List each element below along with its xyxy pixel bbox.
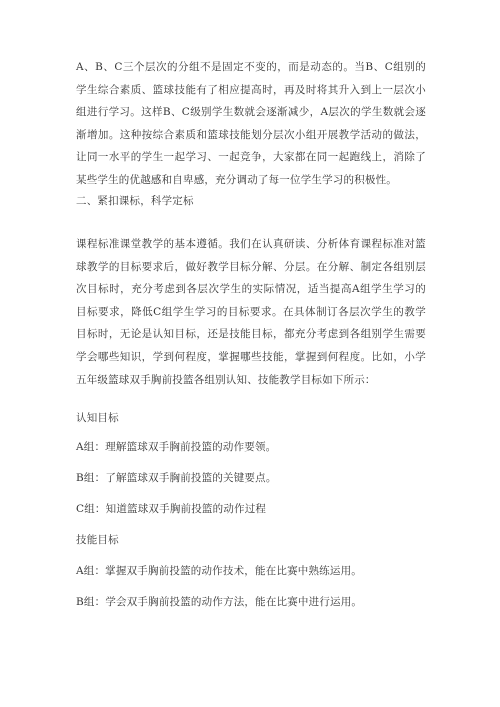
skill-goal-group-b: B组：学会双手胸前投篮的动作方法，能在比赛中进行运用。 [76,596,363,608]
section-heading-2: 二、紧扣课标，科学定标 [76,195,194,207]
body-paragraph-curriculum: 课程标准课堂教学的基本遵循。我们在认真研读、分析体育课程标准对篮球教学的目标要求后，做好教学目标分解、分层。在分解、制定各组别层次目标时，充分考虑到各层次学生的实际情况，适当提高A组学生学习的目标要求，降低C组学生学习的目标要求。在具体制订各层次学生的教学目标时，无论是认知目标，还是技能目标，都充分考虑到各组别学生需要学会哪些知识，学到何程度，掌握哪些技能，掌握到何程度。比如，小学五年级篮球双手胸前投篮各组别认知、技能教学目标如下所示： [76,238,426,386]
subheading-cognitive-goals: 认知目标 [76,412,119,424]
cognitive-goal-group-b: B组：了解篮球双手胸前投篮的关键要点。 [76,472,277,484]
skill-goal-group-a: A组：掌握双手胸前投篮的动作技术，能在比赛中熟练运用。 [76,565,362,577]
cognitive-goal-group-c: C组：知道篮球双手胸前投篮的动作过程 [76,503,267,515]
cognitive-goal-group-a: A组：理解篮球双手胸前投篮的动作要领。 [76,441,277,453]
body-paragraph-grouping: A、B、C三个层次的分组不是固定不变的，而是动态的。当B、C组别的学生综合素质、篮球技能有了相应提高时，再及时将其升入到上一层次小组进行学习。这样B、C级别学生数就会逐渐减少，A层次的学生数就会逐渐增加。这种按综合素质和篮球技能划分层次小组开展教学活动的做法，让同一水平的学生一起学习、一起竞争，大家都在同一起跑线上，消除了某些学生的优越感和自卑感，充分调动了每一位学生学习的积极性。 [76,61,426,186]
subheading-skill-goals: 技能目标 [76,534,119,546]
